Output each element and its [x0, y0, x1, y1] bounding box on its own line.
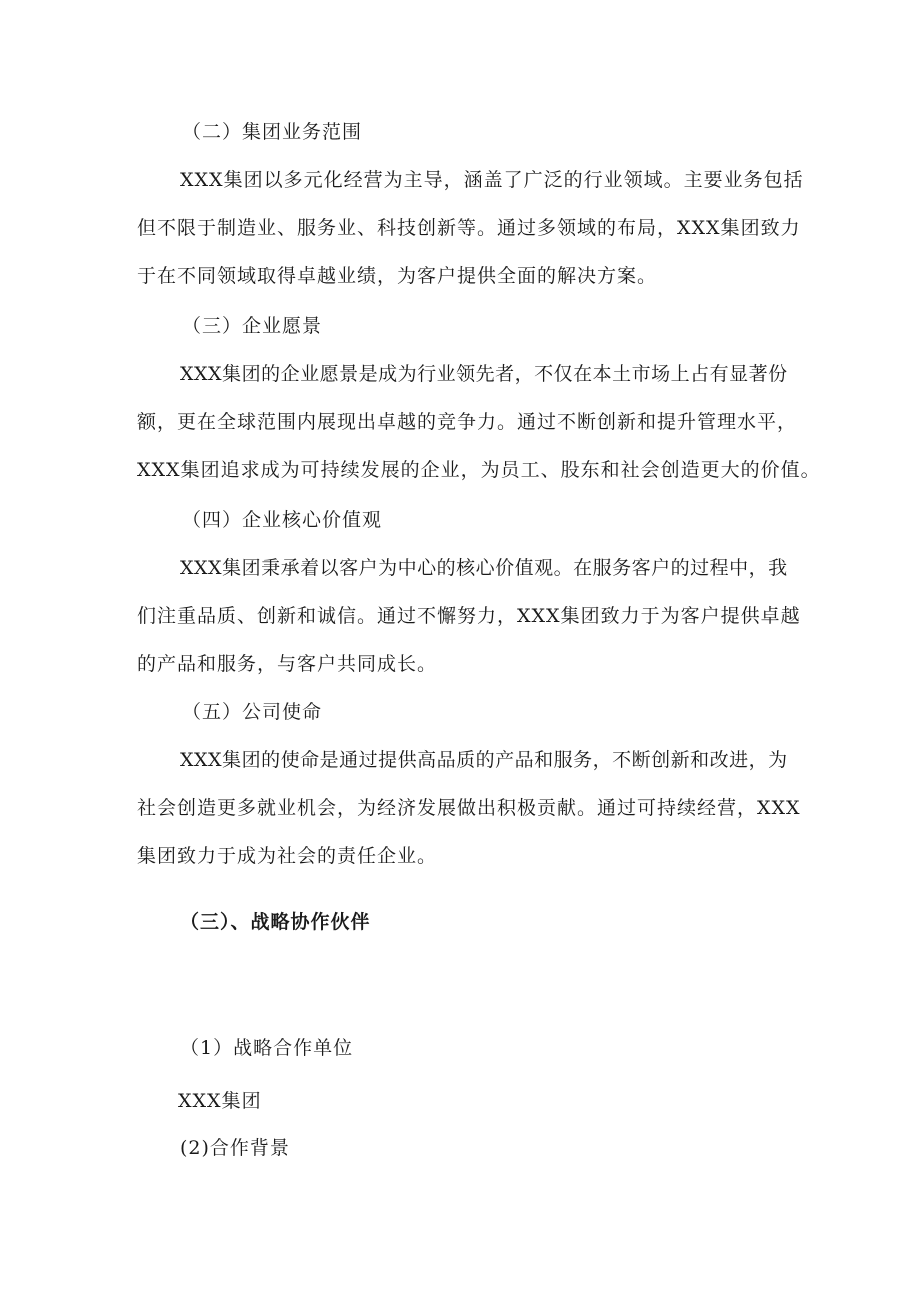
paragraph-line: XXX集团秉承着以客户为中心的核心价值观。在服务客户的过程中，我: [180, 557, 788, 579]
paragraph-line: 额，更在全球范围内展现出卓越的竞争力。通过不断创新和提升管理水平，: [137, 411, 798, 433]
section-heading-mission: （五）公司使命: [182, 701, 323, 723]
paragraph-line: 的产品和服务，与客户共同成长。: [137, 653, 438, 675]
paragraph-line: XXX集团的使命是通过提供高品质的产品和服务，不断创新和改进，为: [180, 749, 788, 771]
section-heading-business-scope: （二）集团业务范围: [182, 121, 363, 143]
paragraph-line: 社会创造更多就业机会，为经济发展做出积极贡献。通过可持续经营，XXX: [137, 797, 801, 819]
item-label-partner-unit: （1）战略合作单位: [180, 1037, 354, 1059]
paragraph-line: 们注重品质、创新和诚信。通过不懈努力，XXX集团致力于为客户提供卓越: [137, 605, 801, 627]
paragraph-line: 于在不同领域取得卓越业绩，为客户提供全面的解决方案。: [137, 265, 658, 287]
paragraph-line: XXX集团以多元化经营为主导，涵盖了广泛的行业领域。主要业务包括: [180, 169, 804, 191]
section-heading-vision: （三）企业愿景: [182, 315, 323, 337]
paragraph-line: XXX集团追求成为可持续发展的企业，为员工、股东和社会创造更大的价值。: [137, 459, 821, 481]
item-value-partner-unit: XXX集团: [178, 1090, 262, 1112]
section-title-strategic-partners: （三）、战略协作伙伴: [180, 911, 371, 933]
section-heading-core-values: （四）企业核心价值观: [182, 509, 383, 531]
paragraph-line: 但不限于制造业、服务业、科技创新等。通过多领域的布局，XXX集团致力: [137, 217, 801, 239]
paragraph-line: 集团致力于成为社会的责任企业。: [137, 845, 438, 867]
paragraph-line: XXX集团的企业愿景是成为行业领先者，不仅在本土市场上占有显著份: [180, 363, 788, 385]
item-label-cooperation-background: (2)合作背景: [180, 1137, 290, 1159]
